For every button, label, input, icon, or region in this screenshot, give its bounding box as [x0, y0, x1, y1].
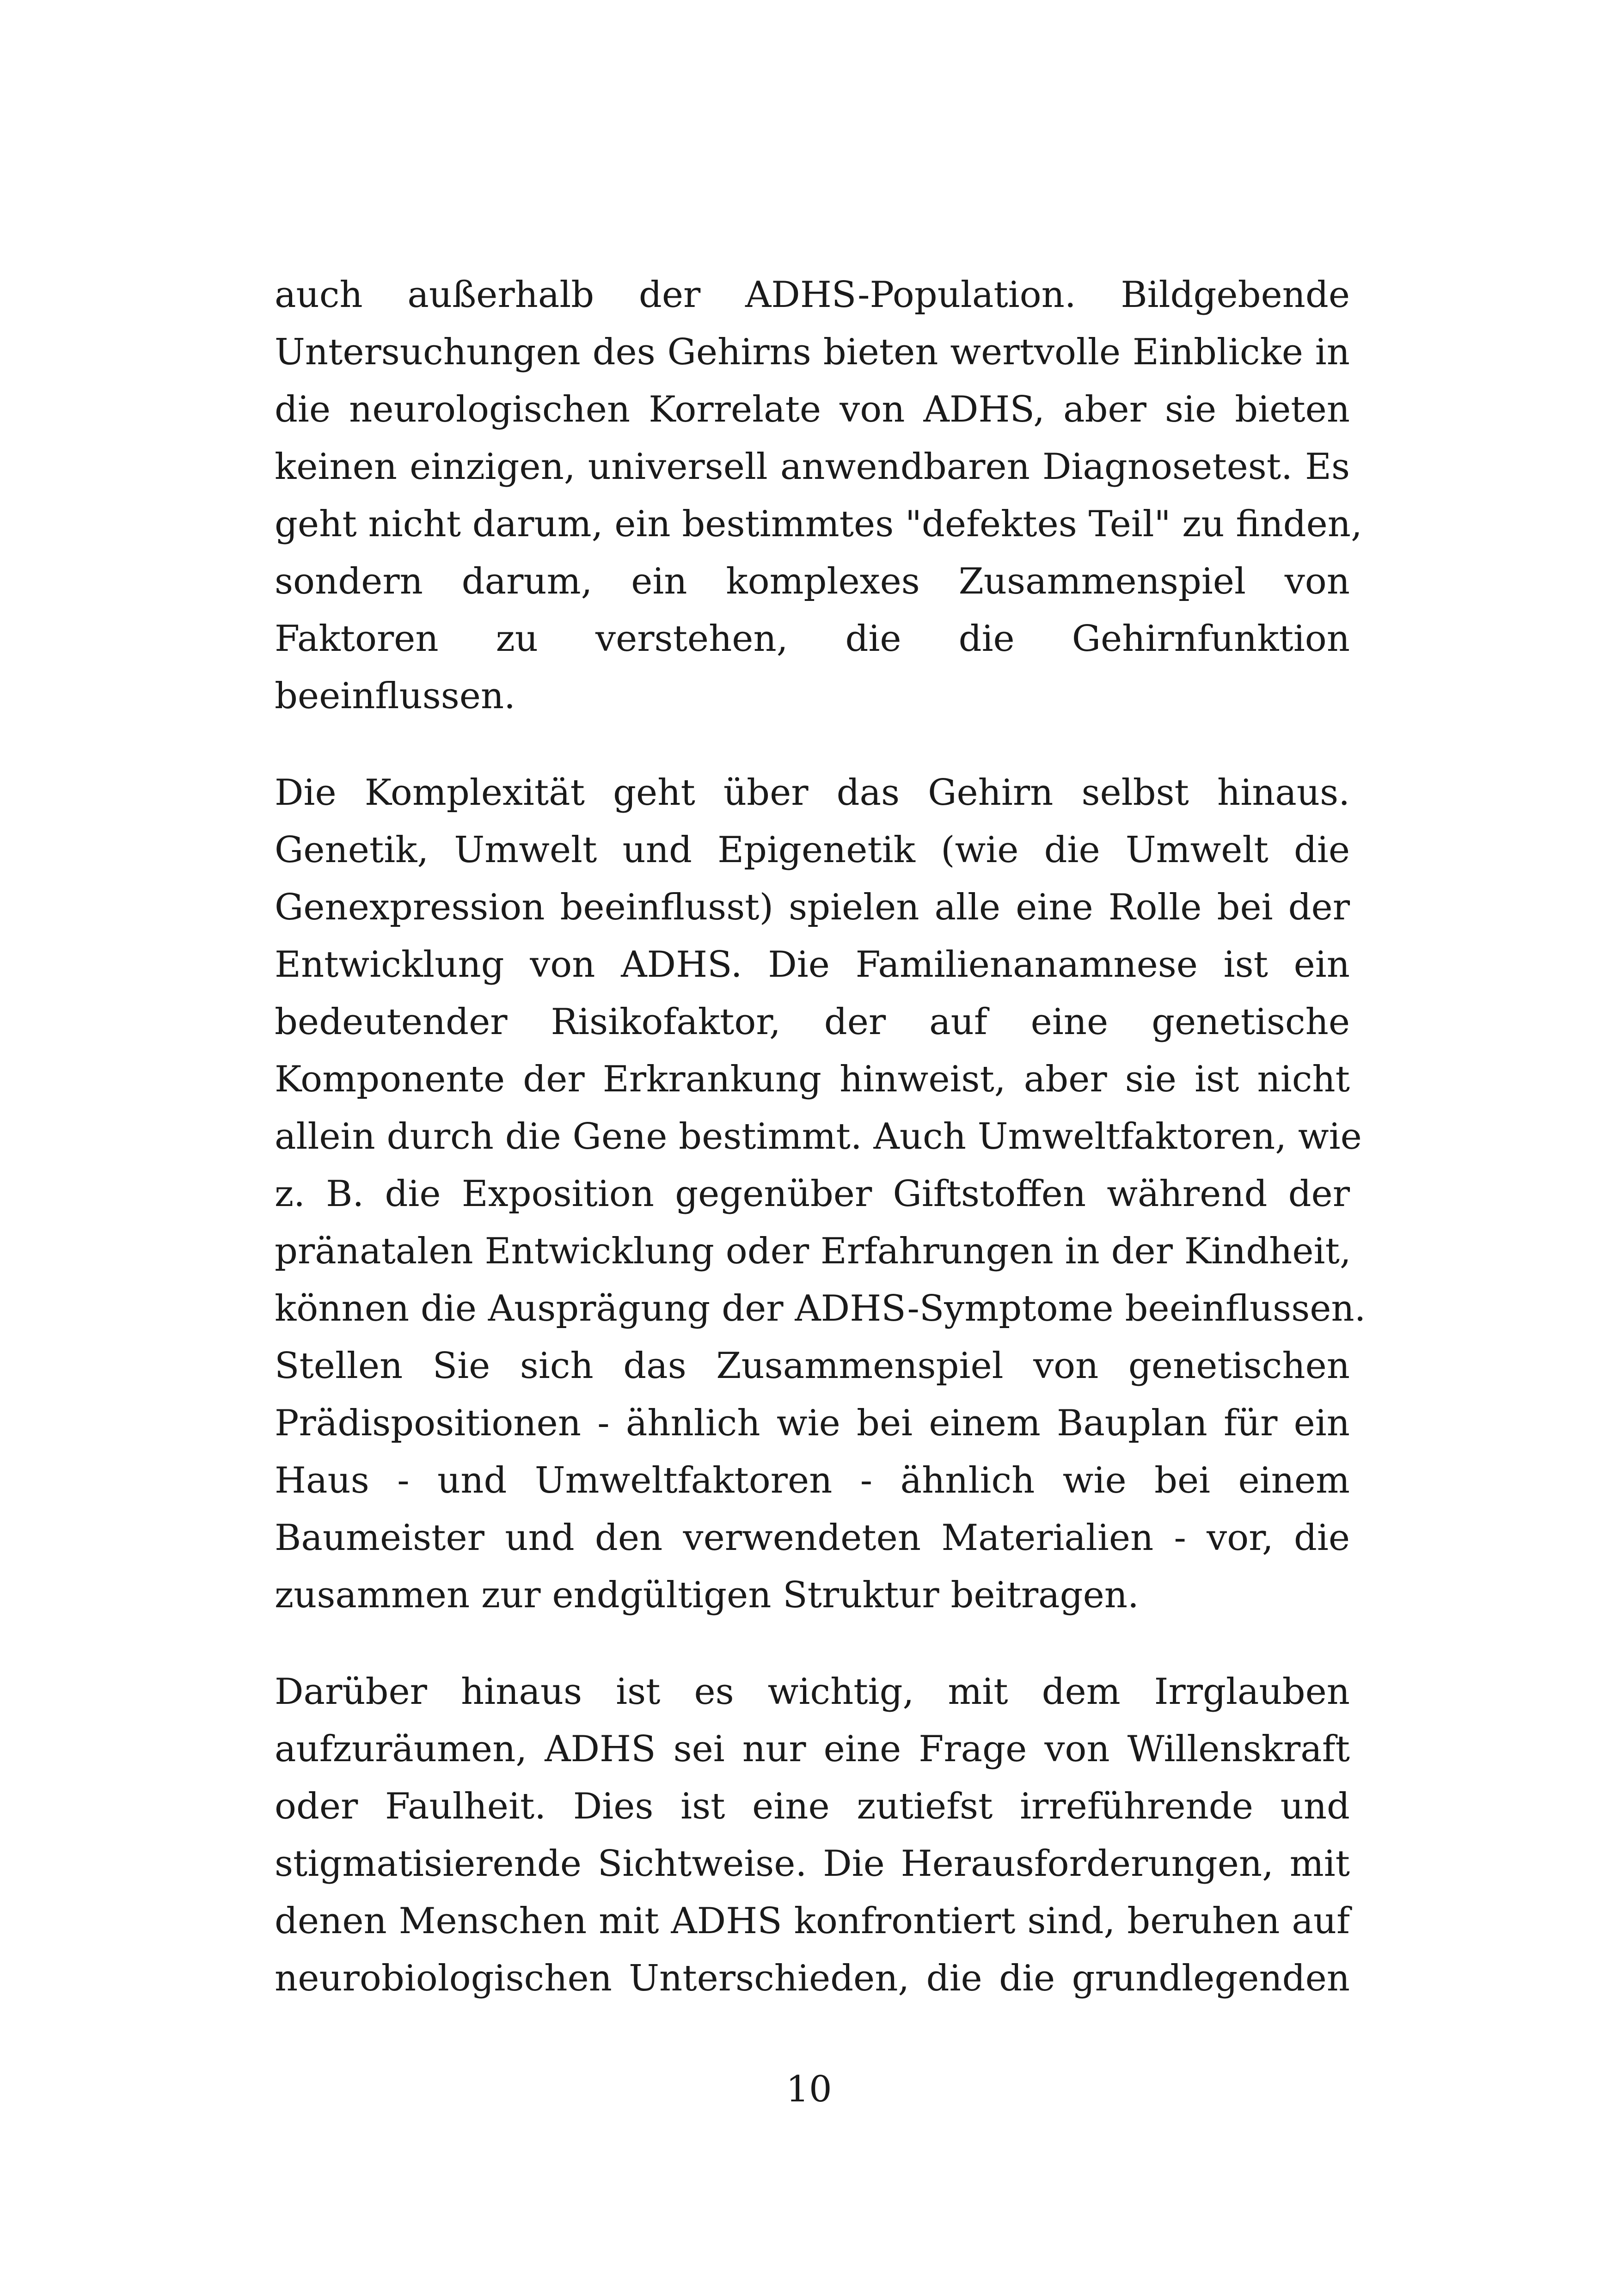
- paragraph-3: [275, 1663, 1350, 2007]
- text-line: oder Faulheit. Dies ist eine zutiefst irreführende und: [275, 1786, 1350, 1827]
- page-number: 10: [786, 2069, 832, 2110]
- text-line: keinen einzigen, universell anwendbaren Diagnosetest. Es: [275, 446, 1350, 488]
- text-line: denen Menschen mit ADHS konfrontiert sind, beruhen auf: [275, 1900, 1350, 1942]
- text-line: Komponente der Erkrankung hinweist, aber sie ist nicht: [275, 1059, 1350, 1100]
- text-line: Darüber hinaus ist es wichtig, mit dem Irrglauben: [275, 1671, 1350, 1713]
- text-line: die neurologischen Korrelate von ADHS, aber sie bieten: [275, 389, 1350, 430]
- text-line: Genetik, Umwelt und Epigenetik (wie die Umwelt die: [275, 829, 1350, 871]
- text-line: beeinflussen.: [275, 675, 515, 717]
- text-line: zusammen zur endgültigen Struktur beitragen.: [275, 1574, 1139, 1616]
- text-line: Faktoren zu verstehen, die die Gehirnfunktion: [275, 618, 1350, 660]
- text-line: allein durch die Gene bestimmt. Auch Umweltfaktoren, wie: [275, 1116, 1362, 1157]
- text-line: Prädispositionen - ähnlich wie bei einem Bauplan für ein: [275, 1402, 1350, 1444]
- text-line: neurobiologischen Unterschieden, die die grundlegenden: [275, 1958, 1350, 1999]
- text-line: Die Komplexität geht über das Gehirn selbst hinaus.: [275, 772, 1350, 814]
- text-line: Entwicklung von ADHS. Die Familienanamnese ist ein: [275, 944, 1350, 986]
- text-line: Stellen Sie sich das Zusammenspiel von genetischen: [275, 1345, 1350, 1387]
- text-line: pränatalen Entwicklung oder Erfahrungen in der Kindheit,: [275, 1231, 1351, 1272]
- text-line: auch außerhalb der ADHS-Population. Bildgebende: [275, 274, 1350, 316]
- text-line: bedeutender Risikofaktor, der auf eine genetische: [275, 1001, 1350, 1043]
- body-text: [275, 266, 1366, 2046]
- text-line: geht nicht darum, ein bestimmtes "defektes Teil" zu finden,: [275, 503, 1362, 545]
- text-line: aufzuräumen, ADHS sei nur eine Frage von Willenskraft: [275, 1728, 1350, 1770]
- text-line: können die Ausprägung der ADHS-Symptome beeinflussen.: [275, 1288, 1366, 1329]
- text-line: z. B. die Exposition gegenüber Giftstoffen während der: [275, 1173, 1350, 1215]
- text-line: stigmatisierende Sichtweise. Die Herausforderungen, mit: [275, 1843, 1350, 1885]
- text-line: Untersuchungen des Gehirns bieten wertvolle Einblicke in: [275, 331, 1350, 373]
- text-line: sondern darum, ein komplexes Zusammenspiel von: [275, 561, 1350, 602]
- text-line: Baumeister und den verwendeten Materialien - vor, die: [275, 1517, 1350, 1559]
- paragraph-2: [275, 764, 1366, 1624]
- paragraph-1: [275, 266, 1362, 725]
- text-line: Genexpression beeinflusst) spielen alle eine Rolle bei der: [275, 887, 1350, 928]
- text-line: Haus - und Umweltfaktoren - ähnlich wie bei einem: [275, 1460, 1350, 1501]
